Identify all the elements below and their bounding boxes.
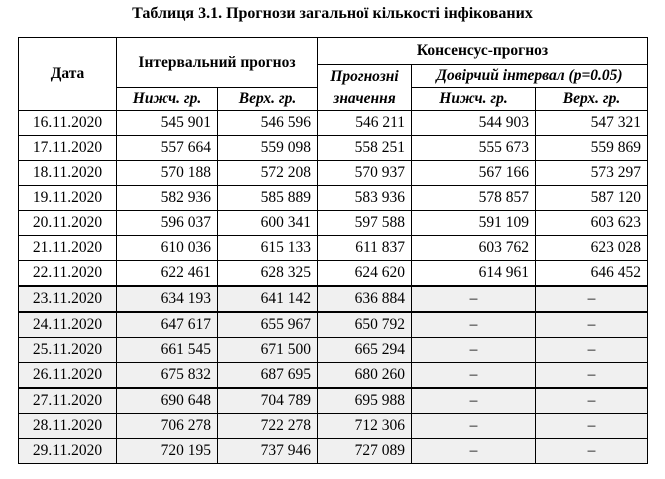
cell-date: 27.11.2020 [19, 388, 117, 414]
cell-ci-upper: – [536, 414, 648, 439]
table-row [19, 286, 648, 312]
header-ci-lower-bound: Нижч. гр. [412, 88, 536, 111]
cell-ci-upper: 587 120 [536, 186, 648, 211]
header-forecast-values [318, 65, 412, 111]
cell-interval-upper: 687 695 [218, 363, 318, 389]
cell-ci-lower: – [412, 388, 536, 414]
table-row [19, 338, 648, 363]
cell-interval-upper: 737 946 [218, 439, 318, 464]
cell-ci-lower: – [412, 338, 536, 363]
header-date: Дата [19, 38, 117, 111]
cell-ci-upper: – [536, 388, 648, 414]
cell-ci-upper: 603 623 [536, 211, 648, 236]
cell-interval-upper: 600 341 [218, 211, 318, 236]
cell-ci-lower: 544 903 [412, 111, 536, 136]
table-row [19, 161, 648, 186]
table-caption: Таблиця 3.1. Прогнози загальної кількості інфікованих [132, 5, 533, 22]
cell-date: 23.11.2020 [19, 286, 117, 312]
table-row [19, 312, 648, 338]
cell-forecast-value: 583 936 [318, 186, 412, 211]
table-row [19, 136, 648, 161]
cell-interval-upper: 572 208 [218, 161, 318, 186]
cell-interval-lower: 647 617 [117, 312, 218, 338]
cell-forecast-value: 665 294 [318, 338, 412, 363]
cell-ci-lower: – [412, 363, 536, 389]
cell-interval-upper: 671 500 [218, 338, 318, 363]
header-upper-bound: Верх. гр. [218, 88, 318, 111]
cell-interval-upper: 722 278 [218, 414, 318, 439]
cell-interval-upper: 641 142 [218, 286, 318, 312]
table-row [19, 186, 648, 211]
cell-date: 29.11.2020 [19, 439, 117, 464]
cell-interval-lower: 634 193 [117, 286, 218, 312]
cell-ci-lower: 567 166 [412, 161, 536, 186]
cell-forecast-value: 727 089 [318, 439, 412, 464]
cell-forecast-value: 597 588 [318, 211, 412, 236]
cell-interval-lower: 706 278 [117, 414, 218, 439]
cell-ci-lower: 614 961 [412, 261, 536, 287]
cell-forecast-value: 650 792 [318, 312, 412, 338]
table-row [19, 414, 648, 439]
cell-interval-upper: 585 889 [218, 186, 318, 211]
cell-ci-lower: 578 857 [412, 186, 536, 211]
cell-date: 26.11.2020 [19, 363, 117, 389]
cell-ci-upper: 623 028 [536, 236, 648, 261]
cell-ci-upper: – [536, 338, 648, 363]
table-row [19, 211, 648, 236]
cell-interval-upper: 559 098 [218, 136, 318, 161]
cell-ci-upper: 646 452 [536, 261, 648, 287]
cell-ci-lower: – [412, 414, 536, 439]
cell-forecast-value: 558 251 [318, 136, 412, 161]
cell-forecast-value: 636 884 [318, 286, 412, 312]
header-lower-bound: Нижч. гр. [117, 88, 218, 111]
table-row [19, 236, 648, 261]
header-consensus-forecast: Консенсус-прогноз [318, 38, 648, 65]
table-row [19, 111, 648, 136]
cell-date: 16.11.2020 [19, 111, 117, 136]
cell-interval-lower: 622 461 [117, 261, 218, 287]
cell-date: 28.11.2020 [19, 414, 117, 439]
cell-ci-upper: 559 869 [536, 136, 648, 161]
cell-interval-lower: 690 648 [117, 388, 218, 414]
cell-interval-upper: 655 967 [218, 312, 318, 338]
cell-ci-lower: 555 673 [412, 136, 536, 161]
cell-forecast-value: 624 620 [318, 261, 412, 287]
cell-forecast-value: 695 988 [318, 388, 412, 414]
cell-ci-lower: 591 109 [412, 211, 536, 236]
header-interval-forecast: Інтервальний прогноз [117, 38, 318, 88]
cell-forecast-value: 611 837 [318, 236, 412, 261]
cell-forecast-value: 570 937 [318, 161, 412, 186]
forecast-table [18, 37, 648, 464]
cell-forecast-value: 680 260 [318, 363, 412, 389]
table-row [19, 261, 648, 287]
cell-date: 18.11.2020 [19, 161, 117, 186]
table-row [19, 439, 648, 464]
cell-interval-upper: 615 133 [218, 236, 318, 261]
cell-forecast-value: 712 306 [318, 414, 412, 439]
cell-ci-lower: 603 762 [412, 236, 536, 261]
cell-ci-upper: – [536, 439, 648, 464]
cell-ci-lower: – [412, 286, 536, 312]
cell-ci-upper: – [536, 286, 648, 312]
cell-date: 17.11.2020 [19, 136, 117, 161]
cell-interval-lower: 675 832 [117, 363, 218, 389]
cell-interval-lower: 545 901 [117, 111, 218, 136]
cell-ci-lower: – [412, 439, 536, 464]
table-row [19, 363, 648, 389]
cell-date: 21.11.2020 [19, 236, 117, 261]
cell-interval-upper: 628 325 [218, 261, 318, 287]
cell-ci-upper: 547 321 [536, 111, 648, 136]
cell-interval-lower: 720 195 [117, 439, 218, 464]
header-forecast-values-line1: Прогнозні [330, 67, 399, 85]
cell-interval-upper: 704 789 [218, 388, 318, 414]
header-confidence-interval: Довірчий інтервал (p=0.05) [412, 65, 648, 88]
cell-interval-lower: 557 664 [117, 136, 218, 161]
header-ci-upper-bound: Верх. гр. [536, 88, 648, 111]
cell-date: 24.11.2020 [19, 312, 117, 338]
cell-interval-lower: 661 545 [117, 338, 218, 363]
cell-date: 22.11.2020 [19, 261, 117, 287]
cell-date: 25.11.2020 [19, 338, 117, 363]
table-row [19, 388, 648, 414]
cell-interval-lower: 610 036 [117, 236, 218, 261]
cell-interval-lower: 596 037 [117, 211, 218, 236]
cell-interval-upper: 546 596 [218, 111, 318, 136]
cell-interval-lower: 570 188 [117, 161, 218, 186]
cell-ci-upper: – [536, 363, 648, 389]
table-body [19, 111, 648, 464]
cell-date: 19.11.2020 [19, 186, 117, 211]
cell-date: 20.11.2020 [19, 211, 117, 236]
header-forecast-values-line2: значення [333, 89, 396, 107]
cell-forecast-value: 546 211 [318, 111, 412, 136]
cell-ci-upper: 573 297 [536, 161, 648, 186]
cell-interval-lower: 582 936 [117, 186, 218, 211]
cell-ci-lower: – [412, 312, 536, 338]
cell-ci-upper: – [536, 312, 648, 338]
